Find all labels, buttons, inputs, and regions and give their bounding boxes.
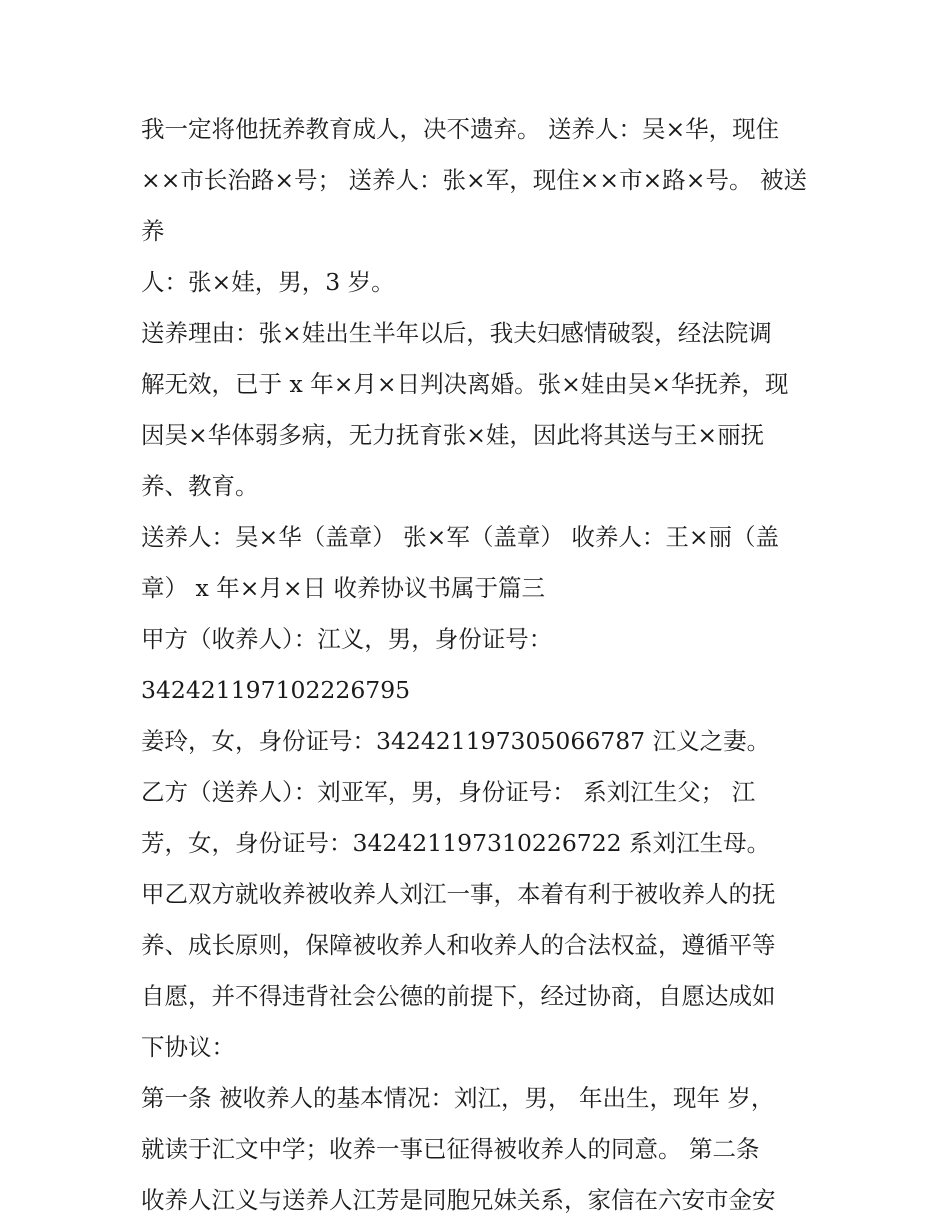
paragraph-party-b: 乙方（送养人）：刘亚军，男，身份证号： 系刘江生父； 江 芳，女，身份证号：342421197310226722 系刘江生母。 bbox=[141, 778, 771, 857]
paragraph-raising-pledge: 我一定将他抚养教育成人，决不遗弃。 送养人：吴×华，现住 ××市长治路×号； 送养人：张×军，现住××市×路×号。 被送养 人：张×娃，男，3 岁。 bbox=[141, 115, 807, 296]
paragraph-agreement-preamble: 甲乙双方就收养被收养人刘江一事，本着有利于被收养人的抚 养、成长原则，保障被收养人和收养人的合法权益，遵循平等 自愿，并不得违背社会公德的前提下，经过协商，自愿达成如 下协议： bbox=[141, 880, 776, 1061]
paragraph-signatures: 送养人：吴×华（盖章） 张×军（盖章） 收养人：王×丽（盖 章） x 年×月×日 收养协议书属于篇三 bbox=[141, 523, 780, 602]
paragraph-party-a: 甲方（收养人）：江义，男，身份证号：342421197102226795 姜玲，女，身份证号：342421197305066787 江义之妻。 bbox=[141, 625, 771, 755]
paragraph-adoption-reason: 送养理由：张×娃出生半年以后，我夫妇感情破裂，经法院调 解无效，已于 x 年×月×日判决离婚。张×娃由吴×华抚养，现 因吴×华体弱多病，无力抚育张×娃，因此将其送与王×丽抚 养、教育。 bbox=[141, 319, 789, 500]
document-body bbox=[141, 104, 817, 1226]
paragraph-article-one: 第一条 被收养人的基本情况：刘江，男， 年出生，现年 岁， 就读于汇文中学；收养一事已征得被收养人的同意。 第二条 收养人江义与送养人江芳是同胞兄妹关系，家信在六安市金安 bbox=[141, 1084, 776, 1214]
